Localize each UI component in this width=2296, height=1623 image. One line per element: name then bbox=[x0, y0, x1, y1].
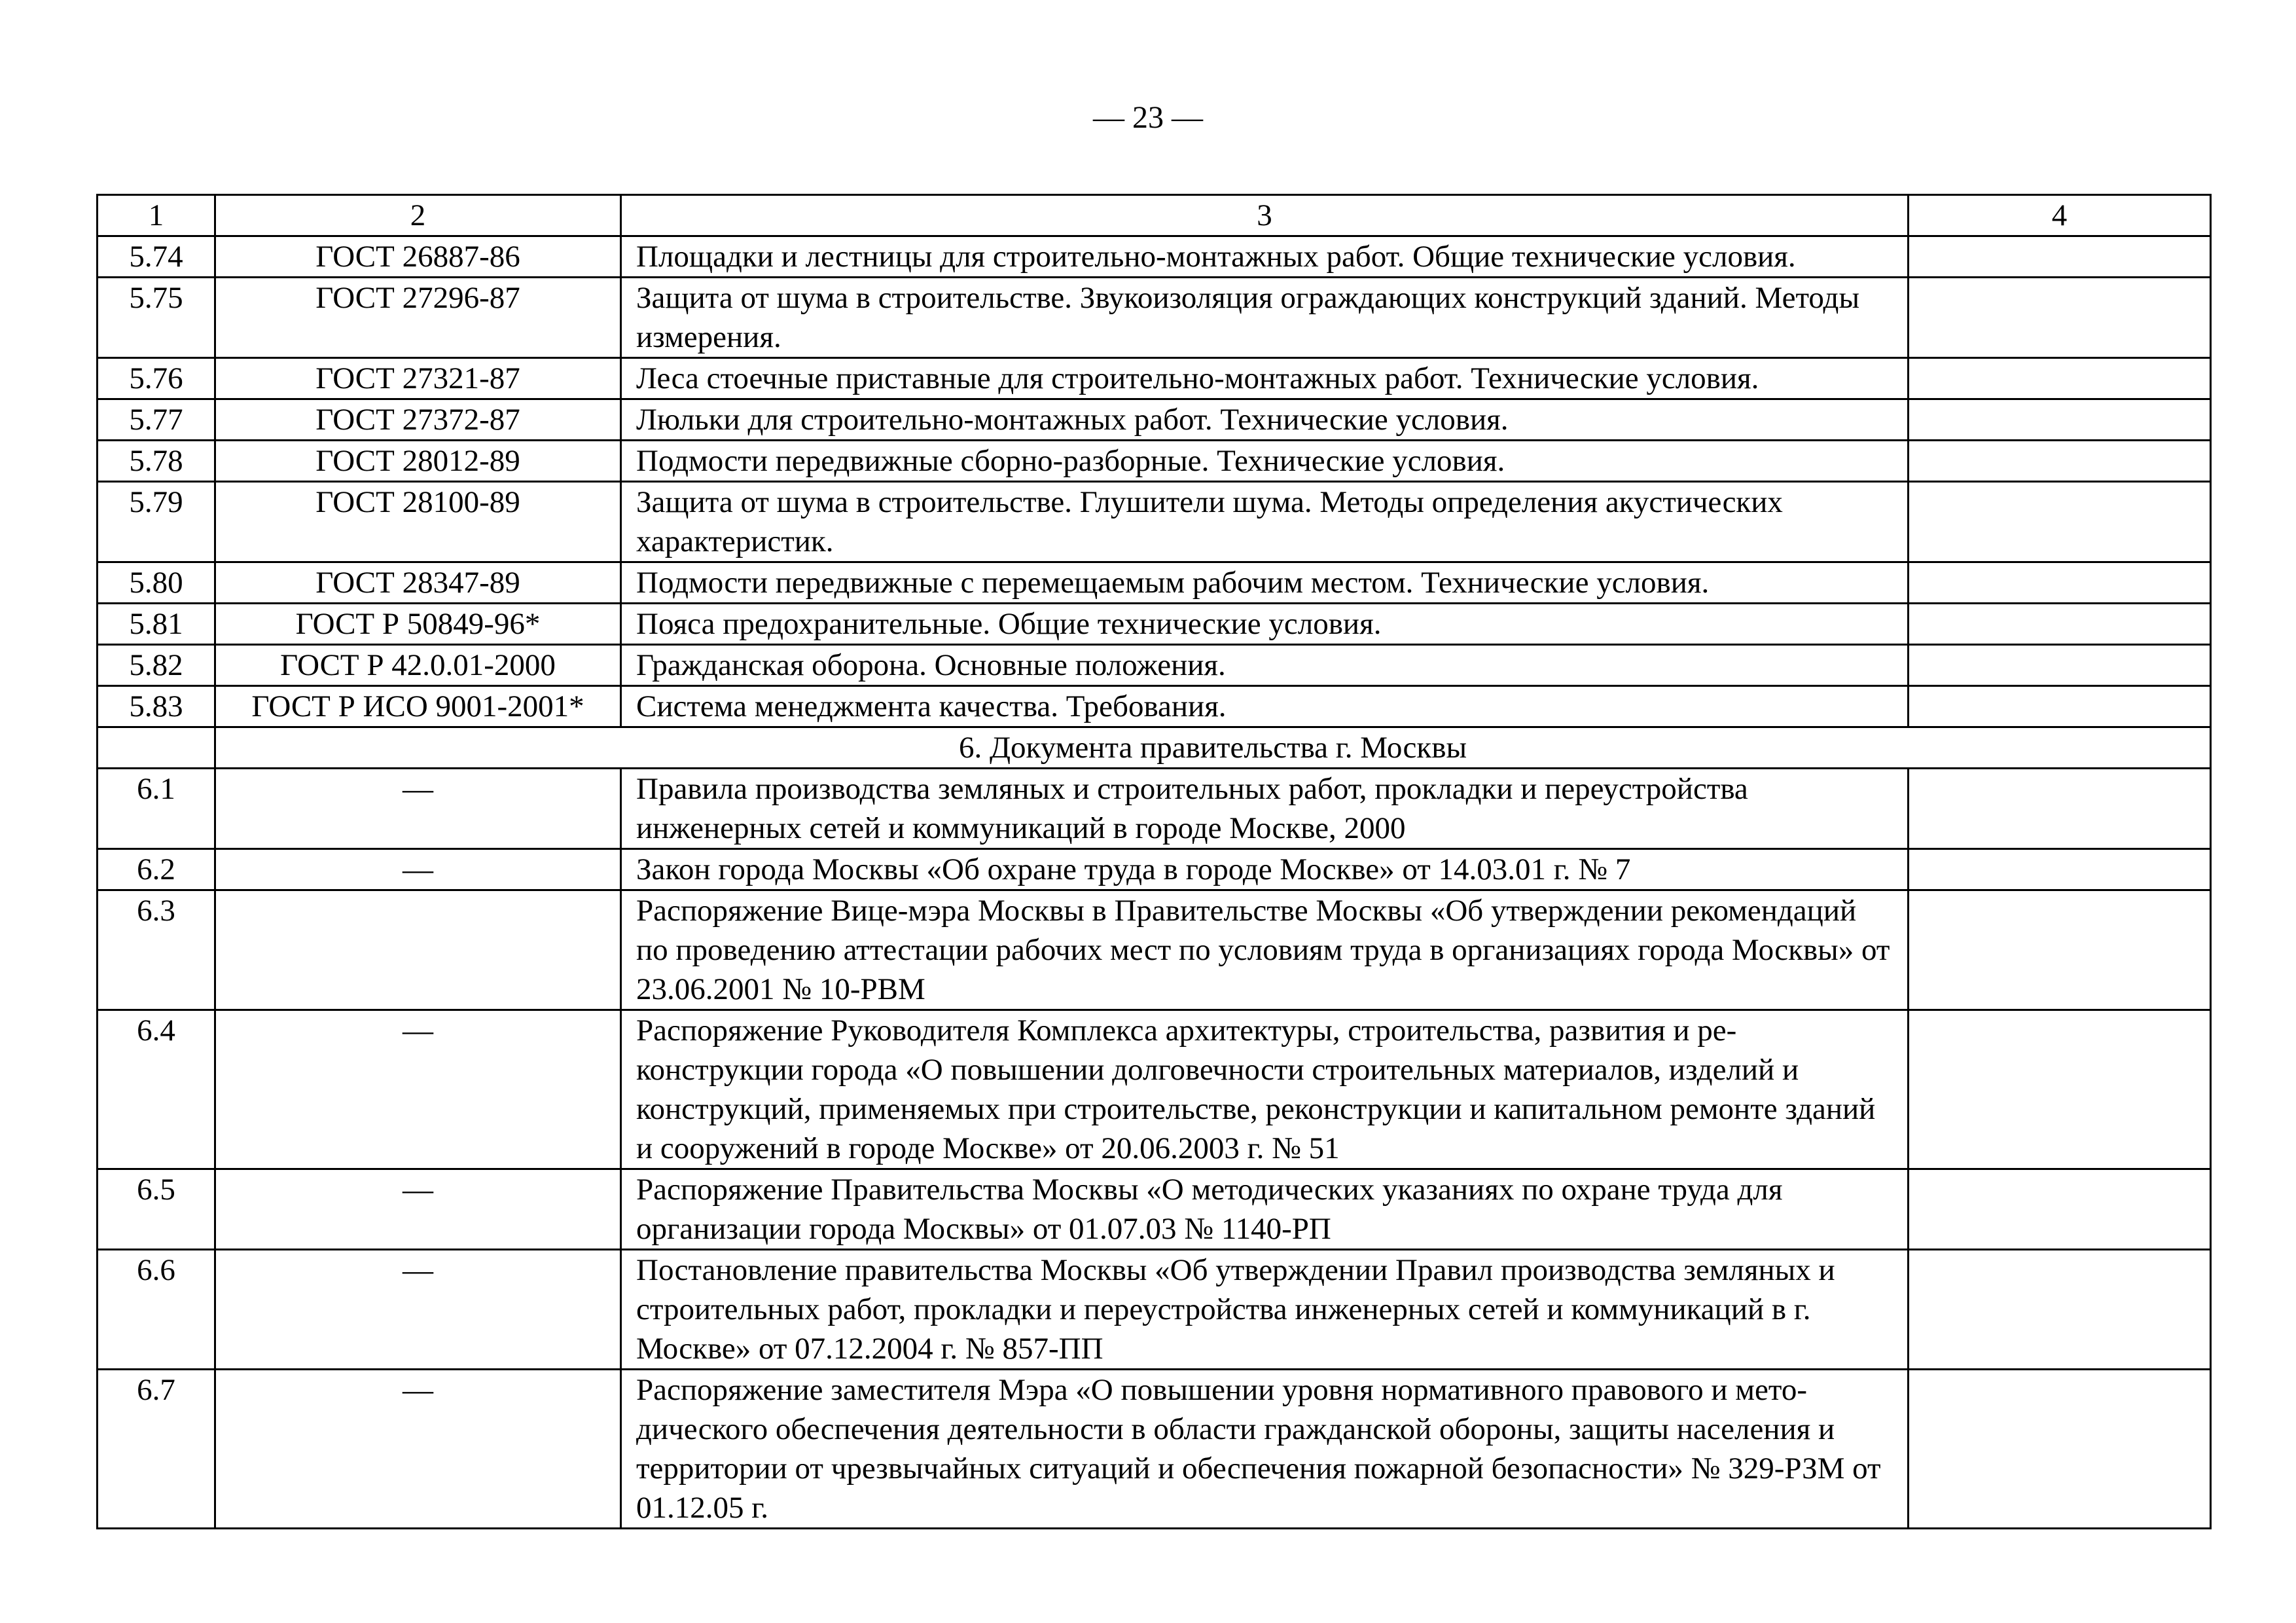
document-code: ГОСТ 26887-86 bbox=[215, 236, 621, 278]
row-number: 5.83 bbox=[98, 686, 215, 727]
row-number: 6.7 bbox=[98, 1370, 215, 1529]
document-code: — bbox=[215, 769, 621, 849]
document-code: ГОСТ Р 50849-96* bbox=[215, 604, 621, 645]
document-title: Люльки для строительно-монтажных работ. Технические условия. bbox=[621, 399, 1909, 441]
document-code: — bbox=[215, 1169, 621, 1250]
table-row bbox=[98, 562, 2211, 604]
table-row bbox=[98, 441, 2211, 482]
row-note bbox=[1909, 236, 2211, 278]
row-note bbox=[1909, 358, 2211, 399]
document-title: Подмости передвижные сборно-разборные. Технические условия. bbox=[621, 441, 1909, 482]
column-header-2: 2 bbox=[215, 195, 621, 236]
table-row bbox=[98, 278, 2211, 358]
document-title: Леса стоечные приставные для строительно-монтажных работ. Технические условия. bbox=[621, 358, 1909, 399]
document-code bbox=[215, 890, 621, 1010]
table-row bbox=[98, 1010, 2211, 1169]
row-number: 5.74 bbox=[98, 236, 215, 278]
document-title: Распоряжение Правительства Москвы «О методических указаниях по охране труда для организации города Москвы» от 01.07.03 № 1140-РП bbox=[621, 1169, 1909, 1250]
document-code: — bbox=[215, 849, 621, 890]
document-code: ГОСТ Р ИСО 9001-2001* bbox=[215, 686, 621, 727]
document-code: ГОСТ Р 42.0.01-2000 bbox=[215, 645, 621, 686]
row-number: 5.76 bbox=[98, 358, 215, 399]
row-number: 6.2 bbox=[98, 849, 215, 890]
document-code: ГОСТ 28012-89 bbox=[215, 441, 621, 482]
row-note bbox=[1909, 645, 2211, 686]
table-row bbox=[98, 1250, 2211, 1370]
document-title: Система менеджмента качества. Требования. bbox=[621, 686, 1909, 727]
row-note bbox=[1909, 1169, 2211, 1250]
column-header-4: 4 bbox=[1909, 195, 2211, 236]
row-number: 5.79 bbox=[98, 482, 215, 562]
document-title: Защита от шума в строительстве. Звукоизоляция ограждающих конструкций зданий. Методы измерения. bbox=[621, 278, 1909, 358]
table-row bbox=[98, 645, 2211, 686]
table-row bbox=[98, 1370, 2211, 1529]
table-row bbox=[98, 769, 2211, 849]
row-note bbox=[1909, 278, 2211, 358]
row-note bbox=[1909, 769, 2211, 849]
document-code: — bbox=[215, 1250, 621, 1370]
row-number: 6.1 bbox=[98, 769, 215, 849]
row-number: 5.75 bbox=[98, 278, 215, 358]
table-row bbox=[98, 686, 2211, 727]
section-title: 6. Документа правительства г. Москвы bbox=[215, 727, 2211, 769]
standards-table bbox=[96, 194, 2212, 1529]
document-title: Правила производства земляных и строительных работ, прокладки и переустройства инженерных сетей и коммуникаций в городе Москве, 2000 bbox=[621, 769, 1909, 849]
column-header-1: 1 bbox=[98, 195, 215, 236]
row-number: 6.3 bbox=[98, 890, 215, 1010]
row-note bbox=[1909, 604, 2211, 645]
table-row bbox=[98, 236, 2211, 278]
row-note bbox=[1909, 849, 2211, 890]
table-row bbox=[98, 482, 2211, 562]
document-code: ГОСТ 28347-89 bbox=[215, 562, 621, 604]
document-code: — bbox=[215, 1010, 621, 1169]
row-note bbox=[1909, 1250, 2211, 1370]
table-header-row bbox=[98, 195, 2211, 236]
document-title: Закон города Москвы «Об охране труда в городе Москве» от 14.03.01 г. № 7 bbox=[621, 849, 1909, 890]
document-code: ГОСТ 27321-87 bbox=[215, 358, 621, 399]
row-number: 6.4 bbox=[98, 1010, 215, 1169]
table-row bbox=[98, 1169, 2211, 1250]
document-title: Гражданская оборона. Основные положения. bbox=[621, 645, 1909, 686]
row-number: 5.81 bbox=[98, 604, 215, 645]
row-note bbox=[1909, 890, 2211, 1010]
row-number: 6.6 bbox=[98, 1250, 215, 1370]
table-row bbox=[98, 890, 2211, 1010]
document-code: ГОСТ 27372-87 bbox=[215, 399, 621, 441]
table-row bbox=[98, 358, 2211, 399]
page-number: — 23 — bbox=[1093, 100, 1203, 135]
document-title: Распоряжение Руководителя Комплекса архитектуры, строительства, развития и реконструкции города «О повышении долговечности строительных материалов, изделий и конструкций, применяемых при строительстве, реконструкции и капитальном ремонте зданий и сооружений в городе Москве» от 20.06.2003 г. № 51 bbox=[621, 1010, 1909, 1169]
row-number: 5.78 bbox=[98, 441, 215, 482]
row-number: 5.80 bbox=[98, 562, 215, 604]
document-code: — bbox=[215, 1370, 621, 1529]
row-note bbox=[1909, 686, 2211, 727]
row-number: 5.77 bbox=[98, 399, 215, 441]
row-note bbox=[1909, 1370, 2211, 1529]
section-heading-row bbox=[98, 727, 2211, 769]
row-note bbox=[1909, 482, 2211, 562]
column-header-3: 3 bbox=[621, 195, 1909, 236]
row-note bbox=[1909, 562, 2211, 604]
row-number: 5.82 bbox=[98, 645, 215, 686]
table-row bbox=[98, 604, 2211, 645]
document-title: Защита от шума в строительстве. Глушители шума. Методы определения акустических характеристик. bbox=[621, 482, 1909, 562]
row-note bbox=[1909, 1010, 2211, 1169]
row-note bbox=[1909, 441, 2211, 482]
document-title: Подмости передвижные с перемещаемым рабочим местом. Технические условия. bbox=[621, 562, 1909, 604]
row-note bbox=[1909, 399, 2211, 441]
section-number-cell bbox=[98, 727, 215, 769]
row-number: 6.5 bbox=[98, 1169, 215, 1250]
document-title: Постановление правительства Москвы «Об утверждении Правил производства земляных и строительных работ, прокладки и переустройства инженерных сетей и коммуникаций в г. Москве» от 07.12.2004 г. № 857-ПП bbox=[621, 1250, 1909, 1370]
document-title: Распоряжение заместителя Мэра «О повышении уровня нормативного правового и методического обеспечения деятельности в области гражданской обороны, защиты населения и территории от чрезвычайных ситуаций и обеспечения пожарной безопасности» № 329-РЗМ от 01.12.05 г. bbox=[621, 1370, 1909, 1529]
document-title: Площадки и лестницы для строительно-монтажных работ. Общие технические условия. bbox=[621, 236, 1909, 278]
document-code: ГОСТ 28100-89 bbox=[215, 482, 621, 562]
document-title: Распоряжение Вице-мэра Москвы в Правительстве Москвы «Об утверждении рекомендаций по проведению аттестации рабочих мест по условиям труда в организациях города Москвы» от 23.06.2001 № 10-РВМ bbox=[621, 890, 1909, 1010]
table-row bbox=[98, 849, 2211, 890]
document-code: ГОСТ 27296-87 bbox=[215, 278, 621, 358]
table-row bbox=[98, 399, 2211, 441]
document-title: Пояса предохранительные. Общие технические условия. bbox=[621, 604, 1909, 645]
